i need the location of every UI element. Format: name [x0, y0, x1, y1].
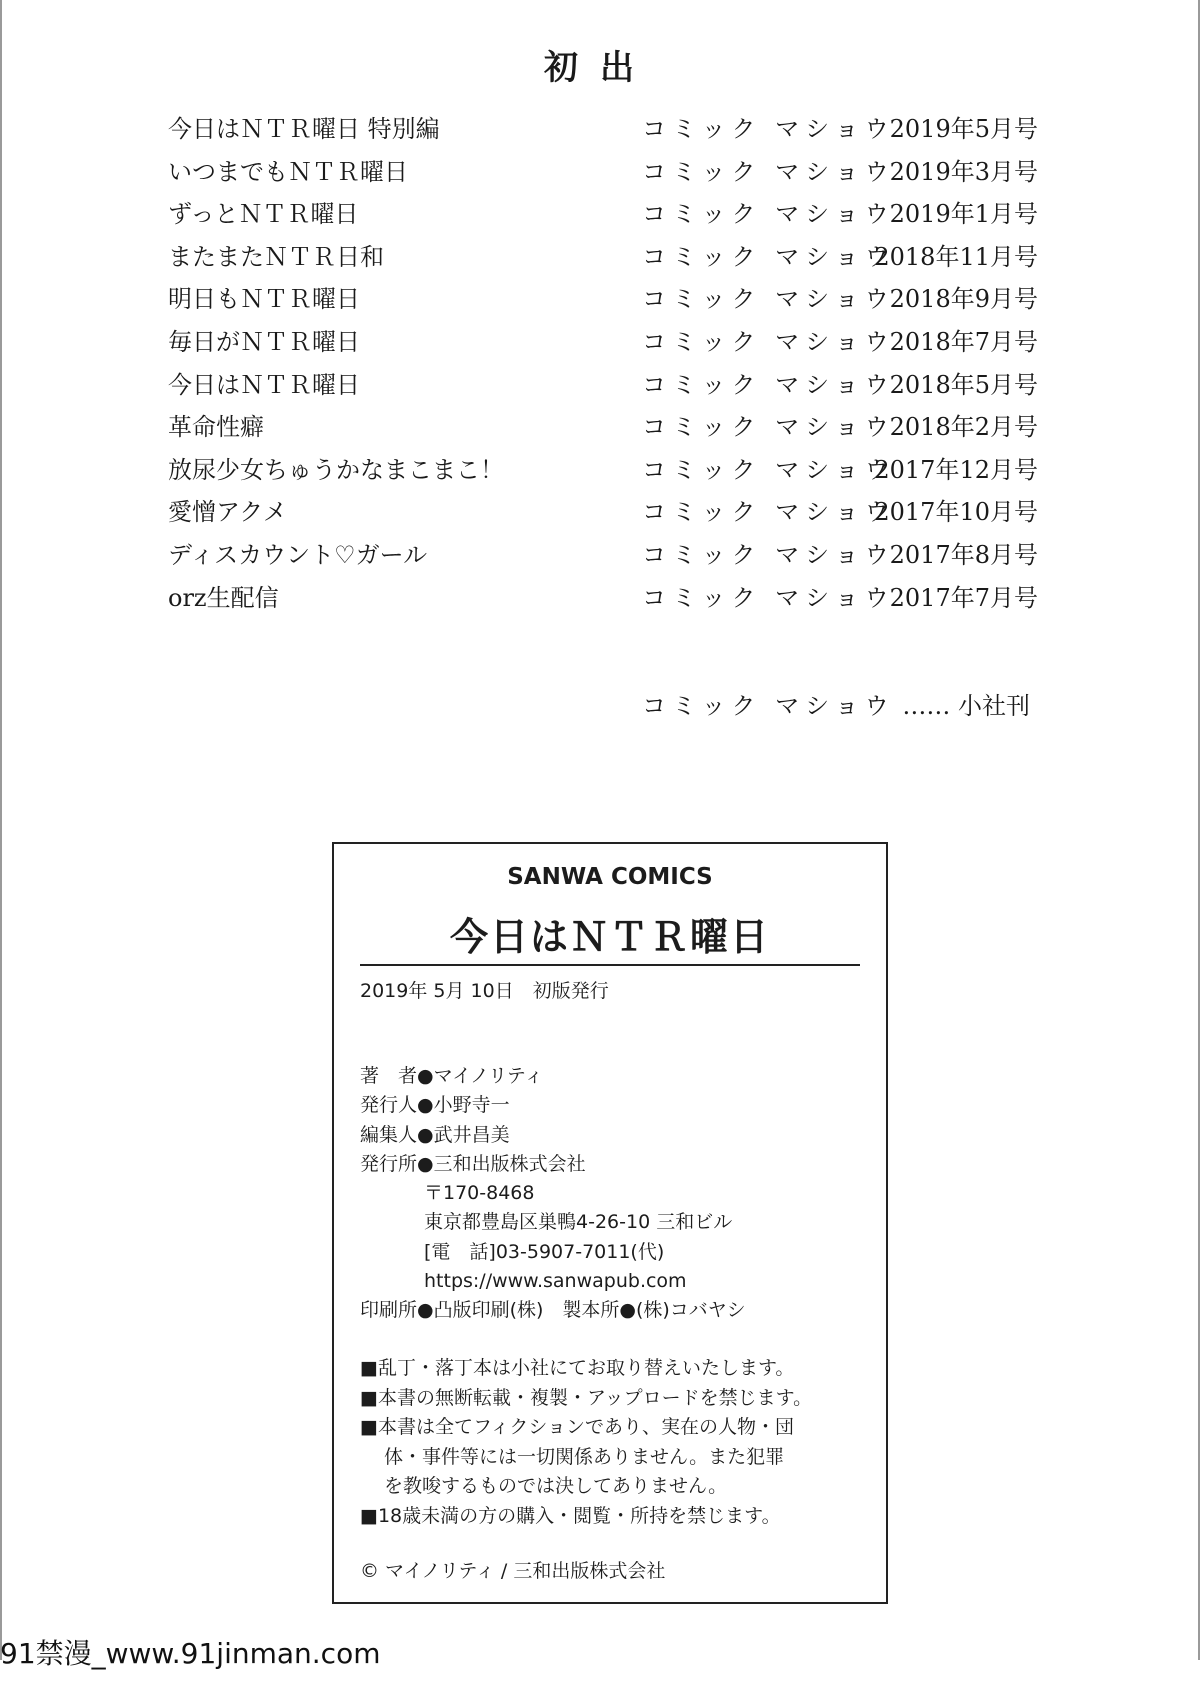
publication-title: 毎日がＮＴＲ曜日 — [168, 327, 360, 356]
publication-row — [168, 534, 1038, 577]
notice-line: ■本書は全てフィクションであり、実在の人物・団 — [360, 1416, 795, 1438]
printing-line: 印刷所●凸版印刷(株) 製本所●(株)コバヤシ — [360, 1299, 746, 1322]
credits — [360, 1062, 746, 1326]
footnote-note: 小社刊 — [957, 692, 1030, 720]
publisher-line: 発行所●三和出版株式会社 — [360, 1152, 586, 1175]
notice-line: ■18歳未満の方の購入・閲覧・所持を禁じます。 — [360, 1504, 781, 1527]
publication-issue: 2018年5月号 — [889, 370, 1038, 399]
series-name: SANWA COMICS — [507, 864, 713, 890]
publication-issue: 2019年1月号 — [889, 200, 1038, 229]
publication-issue: 2017年10月号 — [874, 498, 1038, 527]
footnote-dots: …… — [902, 692, 951, 720]
notice-line: ■本書の無断転載・複製・アップロードを禁じます。 — [360, 1386, 813, 1409]
publisher-person-line: 発行人●小野寺一 — [360, 1094, 510, 1117]
publication-title: 放尿少女ちゅうかなまこまこ！ — [168, 455, 504, 484]
postal-code: 〒170-8468 — [424, 1182, 535, 1205]
publication-issue: 2018年2月号 — [889, 413, 1038, 442]
publication-issue: 2019年3月号 — [889, 157, 1038, 186]
site-watermark: 91禁漫_www.91jinman.com — [0, 1637, 381, 1670]
publication-row — [168, 108, 1038, 151]
publication-row — [168, 151, 1038, 194]
copyright-line: © マイノリティ / 三和出版株式会社 — [360, 1560, 666, 1582]
publication-row — [168, 364, 1038, 407]
publication-row — [168, 236, 1038, 279]
editor-line: 編集人●武井昌美 — [360, 1123, 510, 1146]
footnote — [642, 686, 1030, 721]
publication-magazine: コミック マショウ — [642, 370, 895, 399]
publication-row — [168, 321, 1038, 364]
publication-title: いつまでもＮＴＲ曜日 — [168, 157, 408, 186]
publication-row — [168, 449, 1038, 492]
publication-title: 今日はＮＴＲ曜日 — [168, 370, 360, 399]
footnote-magazine: コミック マショウ — [642, 692, 895, 720]
publication-title: ディスカウント♡ガール — [168, 540, 428, 569]
publication-issue: 2018年11月号 — [874, 242, 1038, 271]
publication-row — [168, 491, 1038, 534]
publication-title: 革命性癖 — [168, 413, 264, 442]
notice-line: を教唆するものでは決してありません。 — [384, 1475, 728, 1497]
title-rule — [360, 964, 860, 966]
publication-row — [168, 577, 1038, 620]
address-line: 東京都豊島区巣鴨4-26-10 三和ビル — [424, 1211, 733, 1234]
publication-issue: 2017年7月号 — [889, 583, 1038, 612]
notices — [360, 1354, 812, 1531]
publication-issue: 2017年12月号 — [874, 455, 1038, 484]
publication-magazine: コミック マショウ — [642, 115, 895, 143]
publication-title: 明日もＮＴＲ曜日 — [168, 285, 360, 314]
publication-issue: 2018年7月号 — [889, 327, 1038, 356]
publication-title: ずっとＮＴＲ曜日 — [168, 200, 359, 229]
publication-magazine: コミック マショウ — [642, 285, 895, 314]
publication-list — [168, 108, 1038, 619]
author-line: 著 者●マイノリティ — [360, 1065, 544, 1087]
publication-magazine: コミック マショウ — [642, 455, 895, 484]
publication-row — [168, 193, 1038, 236]
phone-line: [電 話]03-5907-7011(代) — [424, 1240, 665, 1263]
publication-date: 2019年 5月 10日 初版発行 — [360, 980, 609, 1002]
publication-title: 愛憎アクメ — [168, 498, 288, 527]
publication-title: 今日はＮＴＲ曜日 特別編 — [168, 115, 440, 143]
publication-magazine: コミック マショウ — [642, 498, 895, 527]
publication-magazine: コミック マショウ — [642, 540, 895, 569]
book-title: 今日はＮＴＲ曜日 — [449, 914, 770, 959]
publication-issue: 2019年5月号 — [889, 115, 1038, 143]
publication-magazine: コミック マショウ — [642, 200, 895, 229]
notice-line: 体・事件等には一切関係ありません。また犯罪 — [384, 1445, 785, 1468]
publication-magazine: コミック マショウ — [642, 413, 895, 442]
publication-row — [168, 406, 1038, 449]
publication-magazine: コミック マショウ — [642, 157, 895, 186]
page-heading: 初出 — [544, 48, 656, 88]
publication-issue: 2018年9月号 — [889, 285, 1038, 314]
website-link[interactable]: https://www.sanwapub.com — [424, 1270, 687, 1293]
publication-row — [168, 278, 1038, 321]
publication-magazine: コミック マショウ — [642, 242, 895, 271]
publication-magazine: コミック マショウ — [642, 583, 895, 612]
publication-title: orz生配信 — [168, 583, 279, 612]
notice-line: ■乱丁・落丁本は小社にてお取り替えいたします。 — [360, 1357, 795, 1379]
colophon-box — [332, 842, 888, 1604]
publication-title: またまたＮＴＲ日和 — [168, 242, 384, 271]
publication-magazine: コミック マショウ — [642, 327, 895, 356]
publication-issue: 2017年8月号 — [889, 540, 1038, 569]
